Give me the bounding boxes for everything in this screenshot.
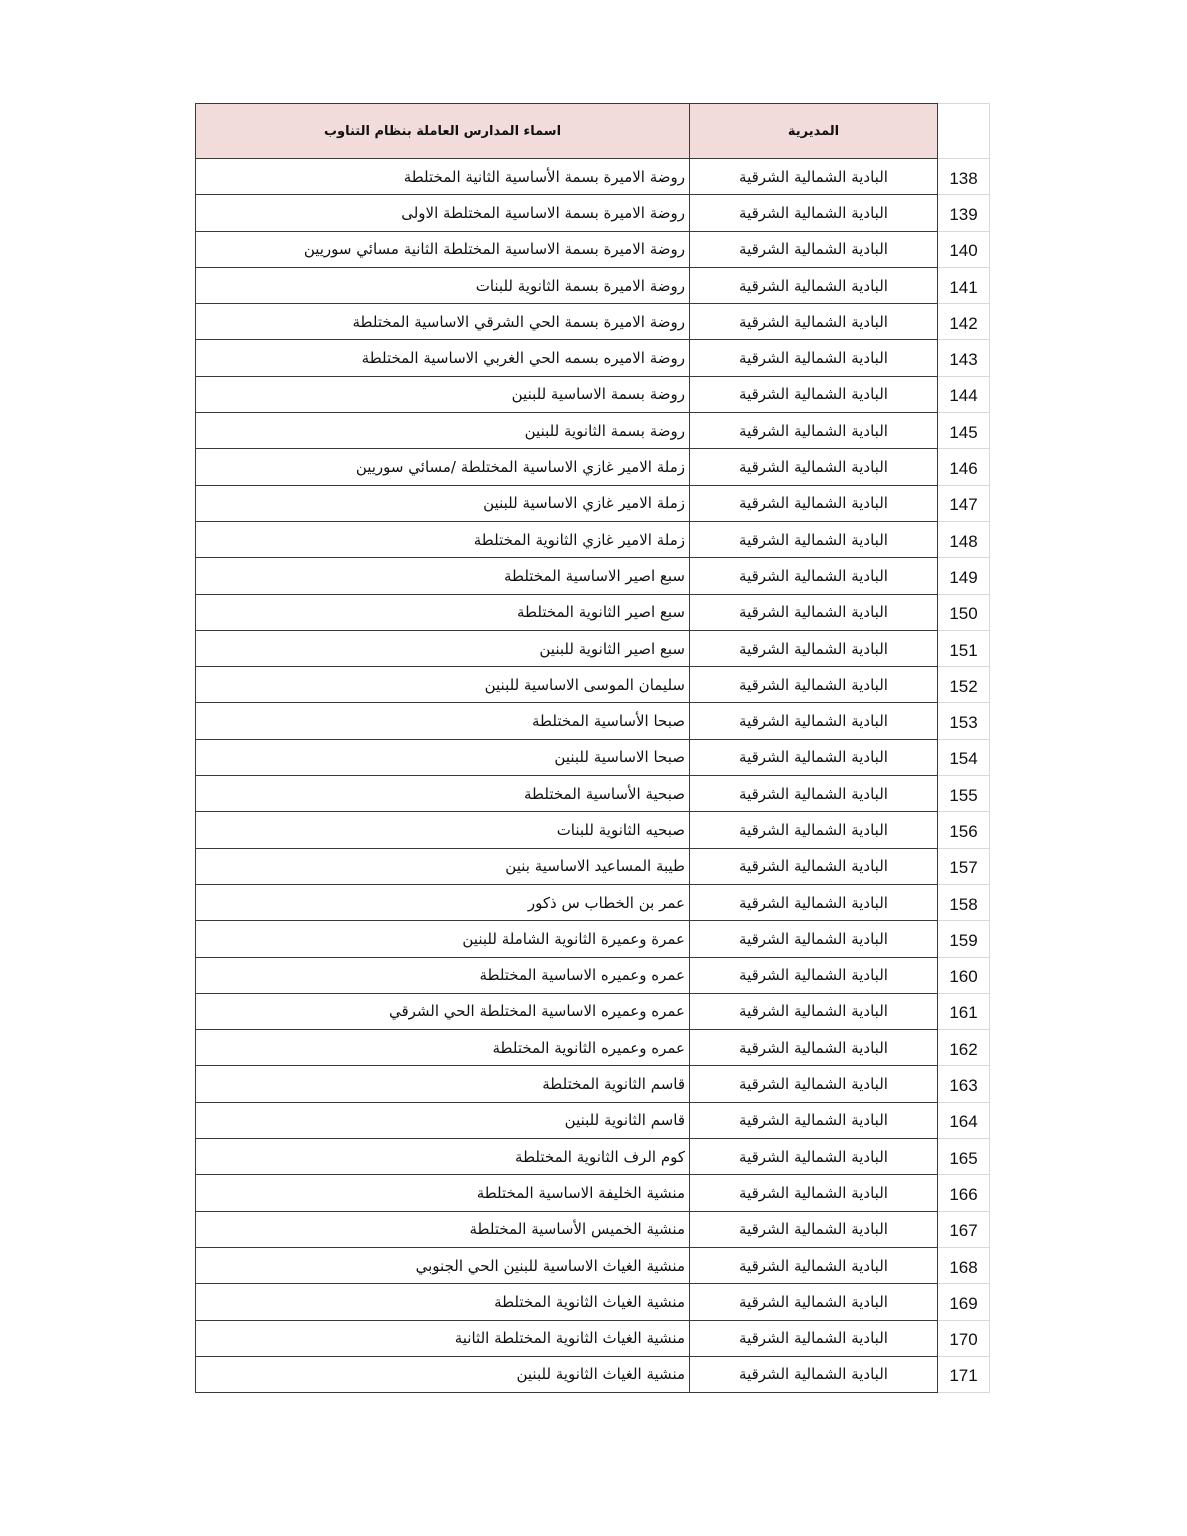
table-row (196, 957, 990, 993)
row-number-cell[interactable]: 156 (938, 812, 990, 848)
table-row (196, 1066, 990, 1102)
school-name-cell[interactable]: منشية الخميس الأساسية المختلطة (196, 1211, 690, 1247)
row-number-cell[interactable]: 141 (938, 267, 990, 303)
directorate-cell[interactable]: البادية الشمالية الشرقية (690, 195, 938, 231)
directorate-cell[interactable]: البادية الشمالية الشرقية (690, 957, 938, 993)
table-row (196, 703, 990, 739)
table-header-row (196, 104, 990, 159)
school-name-cell[interactable]: زملة الامير غازي الاساسية للبنين (196, 485, 690, 521)
table-row (196, 776, 990, 812)
row-number-cell[interactable]: 142 (938, 304, 990, 340)
table-row (196, 594, 990, 630)
school-name-cell[interactable]: روضة بسمة الاساسية للبنين (196, 376, 690, 412)
row-number-cell[interactable]: 149 (938, 558, 990, 594)
table-row (196, 739, 990, 775)
directorate-cell[interactable]: البادية الشمالية الشرقية (690, 231, 938, 267)
table-row (196, 304, 990, 340)
row-number-cell[interactable]: 143 (938, 340, 990, 376)
row-number-cell[interactable]: 148 (938, 521, 990, 557)
table-row (196, 1284, 990, 1320)
school-name-cell[interactable]: صبحا الأساسية المختلطة (196, 703, 690, 739)
directorate-cell[interactable]: البادية الشمالية الشرقية (690, 993, 938, 1029)
directorate-cell[interactable]: البادية الشمالية الشرقية (690, 1211, 938, 1247)
school-name-cell[interactable]: منشية الغياث الاساسية للبنين الحي الجنوبي (196, 1247, 690, 1283)
table-row (196, 1030, 990, 1066)
header-school-names: اسماء المدارس العاملة بنظام التناوب (196, 104, 690, 159)
school-name-cell[interactable]: سليمان الموسى الاساسية للبنين (196, 667, 690, 703)
row-number-cell[interactable]: 152 (938, 667, 990, 703)
table-row (196, 1320, 990, 1356)
directorate-cell[interactable]: البادية الشمالية الشرقية (690, 630, 938, 666)
school-name-cell[interactable]: زملة الامير غازي الثانوية المختلطة (196, 521, 690, 557)
school-name-cell[interactable]: عمره وعميره الاساسية المختلطة (196, 957, 690, 993)
directorate-cell[interactable]: البادية الشمالية الشرقية (690, 485, 938, 521)
directorate-cell[interactable]: البادية الشمالية الشرقية (690, 1030, 938, 1066)
table-row (196, 485, 990, 521)
school-name-cell[interactable]: سبع اصير الثانوية المختلطة (196, 594, 690, 630)
school-name-cell[interactable]: سبع اصير الثانوية للبنين (196, 630, 690, 666)
directorate-cell[interactable]: البادية الشمالية الشرقية (690, 1247, 938, 1283)
row-number-cell[interactable]: 162 (938, 1030, 990, 1066)
row-number-cell[interactable]: 145 (938, 413, 990, 449)
directorate-cell[interactable]: البادية الشمالية الشرقية (690, 304, 938, 340)
row-number-cell[interactable]: 139 (938, 195, 990, 231)
directorate-cell[interactable]: البادية الشمالية الشرقية (690, 413, 938, 449)
school-name-cell[interactable]: زملة الامير غازي الاساسية المختلطة /مسائي سوريين (196, 449, 690, 485)
directorate-cell[interactable]: البادية الشمالية الشرقية (690, 376, 938, 412)
row-number-cell[interactable]: 167 (938, 1211, 990, 1247)
directorate-cell[interactable]: البادية الشمالية الشرقية (690, 921, 938, 957)
row-number-cell[interactable]: 146 (938, 449, 990, 485)
row-number-cell[interactable]: 140 (938, 231, 990, 267)
directorate-cell[interactable]: البادية الشمالية الشرقية (690, 884, 938, 920)
directorate-cell[interactable]: البادية الشمالية الشرقية (690, 449, 938, 485)
row-number-cell[interactable]: 144 (938, 376, 990, 412)
school-name-cell[interactable]: عمرة وعميرة الثانوية الشاملة للبنين (196, 921, 690, 957)
school-name-cell[interactable]: صبحا الاساسية للبنين (196, 739, 690, 775)
row-number-cell[interactable]: 138 (938, 159, 990, 195)
table-row (196, 667, 990, 703)
school-name-cell[interactable]: كوم الرف الثانوية المختلطة (196, 1139, 690, 1175)
school-name-cell[interactable]: صبحية الأساسية المختلطة (196, 776, 690, 812)
row-number-cell[interactable]: 147 (938, 485, 990, 521)
school-name-cell[interactable]: سبع اصير الاساسية المختلطة (196, 558, 690, 594)
table-row (196, 449, 990, 485)
header-directorate: المديرية (690, 104, 938, 159)
directorate-cell[interactable]: البادية الشمالية الشرقية (690, 848, 938, 884)
row-number-cell[interactable]: 163 (938, 1066, 990, 1102)
directorate-cell[interactable]: البادية الشمالية الشرقية (690, 667, 938, 703)
table-row (196, 1139, 990, 1175)
row-number-cell[interactable]: 171 (938, 1356, 990, 1392)
table-row (196, 521, 990, 557)
school-name-cell[interactable]: منشية الغياث الثانوية المختلطة (196, 1284, 690, 1320)
table-row (196, 231, 990, 267)
header-number (938, 104, 990, 159)
table-row (196, 159, 990, 195)
table-row (196, 1175, 990, 1211)
school-name-cell[interactable]: روضة الاميرة بسمة الاساسية المختلطة الاولى (196, 195, 690, 231)
directorate-cell[interactable]: البادية الشمالية الشرقية (690, 739, 938, 775)
row-number-cell[interactable]: 154 (938, 739, 990, 775)
school-name-cell[interactable]: روضة الاميرة بسمة الأساسية الثانية المختلطة (196, 159, 690, 195)
row-number-cell[interactable]: 157 (938, 848, 990, 884)
school-name-cell[interactable]: منشية الخليفة الاساسية المختلطة (196, 1175, 690, 1211)
directorate-cell[interactable]: البادية الشمالية الشرقية (690, 267, 938, 303)
row-number-cell[interactable]: 158 (938, 884, 990, 920)
directorate-cell[interactable]: البادية الشمالية الشرقية (690, 1284, 938, 1320)
row-number-cell[interactable]: 164 (938, 1102, 990, 1138)
row-number-cell[interactable]: 170 (938, 1320, 990, 1356)
school-name-cell[interactable]: قاسم الثانوية المختلطة (196, 1066, 690, 1102)
table-row (196, 558, 990, 594)
school-name-cell[interactable]: قاسم الثانوية للبنين (196, 1102, 690, 1138)
table-row (196, 340, 990, 376)
schools-table (195, 103, 990, 1393)
directorate-cell[interactable]: البادية الشمالية الشرقية (690, 812, 938, 848)
table-row (196, 195, 990, 231)
table-row (196, 884, 990, 920)
row-number-cell[interactable]: 160 (938, 957, 990, 993)
directorate-cell[interactable]: البادية الشمالية الشرقية (690, 1320, 938, 1356)
directorate-cell[interactable]: البادية الشمالية الشرقية (690, 1139, 938, 1175)
row-number-cell[interactable]: 169 (938, 1284, 990, 1320)
table-row (196, 630, 990, 666)
row-number-cell[interactable]: 168 (938, 1247, 990, 1283)
table-row (196, 413, 990, 449)
table-row (196, 376, 990, 412)
table-body (196, 159, 990, 1393)
row-number-cell[interactable]: 165 (938, 1139, 990, 1175)
table-row (196, 267, 990, 303)
directorate-cell[interactable]: البادية الشمالية الشرقية (690, 1356, 938, 1392)
directorate-cell[interactable]: البادية الشمالية الشرقية (690, 703, 938, 739)
directorate-cell[interactable]: البادية الشمالية الشرقية (690, 340, 938, 376)
school-name-cell[interactable]: عمر بن الخطاب س ذكور (196, 884, 690, 920)
table-row (196, 848, 990, 884)
row-number-cell[interactable]: 155 (938, 776, 990, 812)
school-name-cell[interactable]: عمره وعميره الاساسية المختلطة الحي الشرقي (196, 993, 690, 1029)
school-name-cell[interactable]: عمره وعميره الثانوية المختلطة (196, 1030, 690, 1066)
school-name-cell[interactable]: روضة الاميرة بسمة الثانوية للبنات (196, 267, 690, 303)
row-number-cell[interactable]: 159 (938, 921, 990, 957)
school-name-cell[interactable]: صبحيه الثانوية للبنات (196, 812, 690, 848)
table-row (196, 1211, 990, 1247)
row-number-cell[interactable]: 166 (938, 1175, 990, 1211)
table-row (196, 993, 990, 1029)
directorate-cell[interactable]: البادية الشمالية الشرقية (690, 159, 938, 195)
row-number-cell[interactable]: 161 (938, 993, 990, 1029)
directorate-cell[interactable]: البادية الشمالية الشرقية (690, 1102, 938, 1138)
school-name-cell[interactable]: منشية الغياث الثانوية للبنين (196, 1356, 690, 1392)
row-number-cell[interactable]: 153 (938, 703, 990, 739)
school-name-cell[interactable]: طيبة المساعيد الاساسية بنين (196, 848, 690, 884)
school-name-cell[interactable]: روضة بسمة الثانوية للبنين (196, 413, 690, 449)
school-name-cell[interactable]: روضة الاميرة بسمة الاساسية المختلطة الثانية مسائي سوريين (196, 231, 690, 267)
directorate-cell[interactable]: البادية الشمالية الشرقية (690, 776, 938, 812)
row-number-cell[interactable]: 151 (938, 630, 990, 666)
directorate-cell[interactable]: البادية الشمالية الشرقية (690, 594, 938, 630)
table-row (196, 921, 990, 957)
directorate-cell[interactable]: البادية الشمالية الشرقية (690, 1175, 938, 1211)
school-name-cell[interactable]: روضة الاميرة بسمة الحي الشرقي الاساسية المختلطة (196, 304, 690, 340)
school-name-cell[interactable]: منشية الغياث الثانوية المختلطة الثانية (196, 1320, 690, 1356)
directorate-cell[interactable]: البادية الشمالية الشرقية (690, 558, 938, 594)
row-number-cell[interactable]: 150 (938, 594, 990, 630)
table-row (196, 1247, 990, 1283)
table-row (196, 1356, 990, 1392)
schools-table-sheet (195, 103, 990, 1393)
directorate-cell[interactable]: البادية الشمالية الشرقية (690, 1066, 938, 1102)
school-name-cell[interactable]: روضة الاميره بسمه الحي الغربي الاساسية المختلطة (196, 340, 690, 376)
table-row (196, 1102, 990, 1138)
table-row (196, 812, 990, 848)
directorate-cell[interactable]: البادية الشمالية الشرقية (690, 521, 938, 557)
